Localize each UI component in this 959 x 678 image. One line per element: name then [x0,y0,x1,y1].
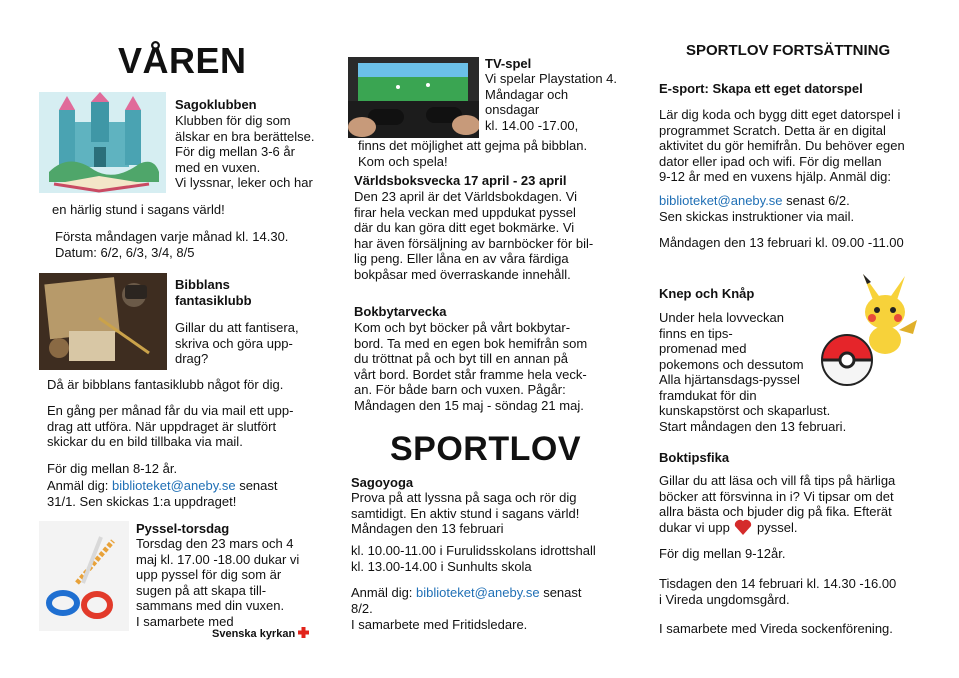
email-link[interactable]: biblioteket@aneby.se [112,478,236,493]
bokbyt-title: Bokbytarvecka [354,304,447,319]
fantasiklubb-title: Bibblans fantasiklubb [175,277,252,308]
varen-heading: VÅREN [118,40,247,81]
varldsbok-text: Den 23 april är det Världsbokdagen. Vi firar hela veckan med uppdukat pyssel där du kan göra ditt eget bokmärke. Vi har även försäljning av barnböcker för bil- lig peng. Eller låna en av våra färdiga bokpåsar med överraskande innehåll. [354,189,594,282]
esport-text: Lär dig koda och bygg ditt eget datorspel i programmet Scratch. Detta är en digital aktivitet du gör hemifrån. Du behöver egen dator eller ipad och wifi. För dig mellan 9-12 år med en vuxens hjälp. Anmäl dig: [659,107,905,184]
svenska-kyrkan-cross-icon [298,627,309,638]
sagoklubben-dates: Första måndagen varje månad kl. 14.30. Datum: 6/2, 6/3, 3/4, 8/5 [55,229,289,260]
sagoyoga-anmal: Anmäl dig: biblioteket@aneby.se senast [351,585,582,600]
pyssel-title: Pyssel-torsdag [136,521,230,536]
boktips-date: Tisdagen den 14 februari kl. 14.30 -16.00 i Vireda ungdomsgård. [659,576,897,607]
varldsbok-title: Världsboksvecka 17 april - 23 april [354,173,567,188]
sportlov-fortsattning-heading: SPORTLOV FORTSÄTTNING [686,42,891,59]
sportlov-heading: SPORTLOV [390,430,582,468]
boktips-line4: dukar vi upp pyssel. [659,520,798,535]
pyssel-text: Torsdag den 23 mars och 4 maj kl. 17.00 -18.00 dukar vi upp pyssel för dig som är sugen på att skapa till- sammans med din vuxen. I samarbete med [136,536,300,629]
tvspel-text-2: finns det möjlighet att gejma på bibblan. Kom och spela! [358,138,588,169]
bokbyt-text: Kom och byt böcker på vårt bokbytar- bord. Ta med en egen bok hemifrån som du tröttnat på och byt till en annan på vårt bord. Bordet står framme hela veck- an. För både barn och vuxen. Pågår: Måndagen den 15 maj - söndag 21 maj. [354,320,588,413]
boktips-coop: I samarbete med Vireda sockenförening. [659,621,893,636]
esport-text-2: Sen skickas instruktioner via mail. [659,209,855,224]
sagoyoga-times: kl. 10.00-11.00 i Furulidsskolans idrottshall kl. 13.00-14.00 i Sunhults skola [351,543,596,574]
fantasiklubb-p1: Då är bibblans fantasiklubb något för dig. [47,377,284,392]
sagoyoga-coop: 8/2. I samarbete med Fritidsledare. [351,601,528,632]
map-desk-photo [39,273,167,370]
knep-text: Under hela lovveckan finns en tips- promenad med pokemons och dessutom Alla hjärtansdags-pyssel framdukat för din kunskapstörst och skaparlust. Start måndagen den 13 februari. [659,310,847,434]
fantasiklubb-p2: En gång per månad får du via mail ett upp- drag att utföra. När uppdraget är slutfört skickar du en bild tillbaka via mail. [47,403,294,449]
scissors-photo [39,521,129,631]
fantasiklubb-anmal-2: 31/1. Sen skickas 1:a uppdraget! [47,494,237,509]
boktips-text: Gillar du att läsa och vill få tips på härliga böcker att försvinna in i? Vi tipsar om det allra bästa och bjuder dig på fika. Efterät [659,473,896,519]
sagoklubben-text: Klubben för dig som älskar en bra berättelse. För dig mellan 3-6 år med en vuxen. Vi lyssnar, leker och har [175,113,315,190]
sagoyoga-title: Sagoyoga [351,475,414,490]
heart-icon [733,518,753,536]
castle-illustration [39,92,166,193]
fantasiklubb-text: Gillar du att fantisera, skriva och göra upp- drag? [175,320,299,366]
pokeball-icon [819,332,875,388]
esport-anmal: biblioteket@aneby.se senast 6/2. [659,193,850,208]
sagoklubben-title: Sagoklubben [175,97,257,112]
gaming-photo [348,57,479,138]
fantasiklubb-anmal: Anmäl dig: biblioteket@aneby.se senast [47,478,278,493]
sagoyoga-text: Prova på att lyssna på saga och rör dig samtidigt. En aktiv stund i sagans värld! Måndagen den 13 februari [351,490,580,536]
email-link[interactable]: biblioteket@aneby.se [416,585,540,600]
boktips-age: För dig mellan 9-12år. [659,546,786,561]
sagoklubben-text-2: en härlig stund i sagans värld! [52,202,225,217]
knep-title: Knep och Knåp [659,286,755,301]
boktips-title: Boktipsfika [659,450,730,465]
esport-title: E-sport: Skapa ett eget datorspel [659,81,863,96]
esport-date: Måndagen den 13 februari kl. 09.00 -11.00 [659,235,904,250]
svenska-kyrkan-logo: Svenska kyrkan [212,627,309,640]
tvspel-title: TV-spel [485,56,532,71]
tvspel-text: Vi spelar Playstation 4. Måndagar och onsdagar kl. 14.00 -17.00, [485,71,617,133]
email-link[interactable]: biblioteket@aneby.se [659,193,783,208]
fantasiklubb-p3: För dig mellan 8-12 år. [47,461,178,476]
